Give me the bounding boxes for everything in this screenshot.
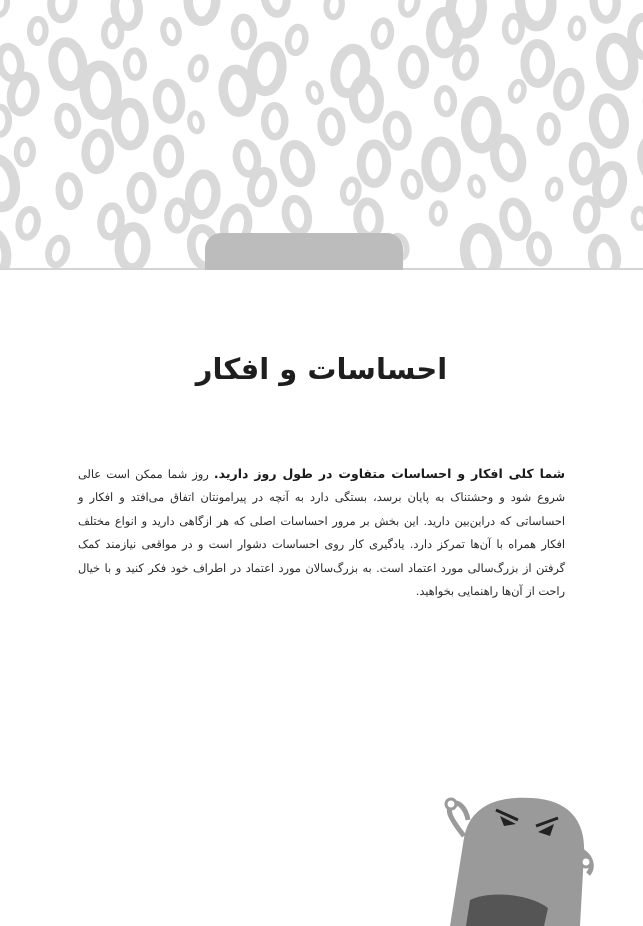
pattern-oval xyxy=(265,106,285,137)
pattern-oval xyxy=(261,0,289,16)
pattern-oval xyxy=(0,156,19,210)
pattern-oval xyxy=(0,107,9,135)
pattern-oval xyxy=(430,11,458,53)
pattern-oval xyxy=(509,80,526,102)
pattern-oval xyxy=(189,56,208,81)
pattern-oval xyxy=(30,19,46,43)
pattern-oval xyxy=(591,96,627,146)
chapter-title: احساسات و افکار xyxy=(195,352,448,386)
pattern-oval xyxy=(426,141,457,187)
pattern-oval xyxy=(431,203,446,224)
pattern-oval xyxy=(572,145,597,182)
pattern-oval xyxy=(546,178,562,200)
mascot-left-ear-tip xyxy=(446,799,456,809)
pattern-oval xyxy=(490,135,525,181)
pattern-oval xyxy=(130,176,153,211)
pattern-oval xyxy=(638,135,643,184)
pattern-oval xyxy=(453,46,477,79)
pattern-oval xyxy=(157,139,180,174)
pattern-oval xyxy=(0,0,9,16)
pattern-oval xyxy=(592,0,618,21)
pattern-oval xyxy=(188,112,203,133)
pattern-oval xyxy=(462,226,499,272)
intro-lead: شما کلی افکار و احساسات متفاوت در طول روز دارید. xyxy=(213,466,565,481)
decorative-oval-pattern xyxy=(0,0,643,272)
pattern-oval xyxy=(401,49,425,85)
pattern-oval xyxy=(540,115,558,143)
pattern-oval xyxy=(633,208,643,228)
pattern-oval xyxy=(320,110,343,143)
chapter-label: بخش ۱ xyxy=(265,276,343,301)
pattern-oval xyxy=(50,0,76,20)
pattern-oval xyxy=(468,175,485,197)
pattern-oval xyxy=(306,82,323,104)
pattern-oval xyxy=(118,226,147,268)
pattern-oval xyxy=(46,236,69,267)
pattern-oval xyxy=(84,132,111,171)
pattern-oval xyxy=(234,17,255,47)
mascot-right-ear-tip xyxy=(581,857,591,867)
pattern-oval xyxy=(402,171,422,198)
pattern-oval xyxy=(372,20,392,48)
pattern-oval xyxy=(125,50,144,78)
pattern-oval xyxy=(576,198,598,230)
pattern-oval xyxy=(341,178,360,204)
pattern-oval xyxy=(527,233,551,265)
pattern-oval xyxy=(0,230,9,272)
pattern-oval xyxy=(187,0,216,22)
pattern-oval xyxy=(104,20,122,46)
pattern-oval xyxy=(167,201,187,231)
pattern-oval xyxy=(188,173,218,216)
pattern-oval xyxy=(280,142,314,186)
pattern-oval xyxy=(16,139,33,164)
pattern-oval xyxy=(524,43,551,83)
pattern-oval xyxy=(155,81,183,120)
pattern-oval xyxy=(555,70,583,108)
pattern-oval xyxy=(17,208,40,239)
pattern-oval xyxy=(161,19,180,45)
pattern-oval xyxy=(8,74,39,115)
pattern-oval xyxy=(282,196,311,234)
pattern-oval xyxy=(361,144,387,184)
intro-body: روز شما ممکن است عالی شروع شود و وحشتناک به پایان برسد، بستگی دارد به آنچه در پیرامونتان اتفاق می‌افتد و افکار و احساساتی که دراین‌بین دارید. این بخش بر مرور احساسات اصلی که هر ازگاهی دارید و انواع مختلف افکار همراه با آن‌ها تمرکز دارد. یادگیری کار روی احساسات دشوار است و در مواقعی نیازمند کمک گرفتن از بزرگ‌سالی مورد اعتماد است. به بزرگ‌سالان مورد اعتماد در اطراف خود فکر کنید و با خیال راحت از آن‌ها راهنمایی بخواهید. xyxy=(78,468,565,599)
pattern-oval xyxy=(500,199,531,239)
pattern-oval xyxy=(385,113,410,148)
intro-paragraph xyxy=(78,462,565,603)
mascot-character-illustration xyxy=(420,790,643,926)
pattern-oval xyxy=(83,65,119,116)
pattern-oval xyxy=(55,104,80,137)
pattern-oval xyxy=(221,68,254,114)
pattern-oval xyxy=(286,26,307,54)
pattern-oval xyxy=(466,101,497,149)
pattern-oval xyxy=(325,0,343,18)
pattern-oval xyxy=(591,237,619,272)
pattern-oval xyxy=(505,16,522,42)
pattern-oval xyxy=(58,175,81,208)
pattern-oval xyxy=(352,78,381,120)
pattern-oval xyxy=(570,18,584,39)
pattern-oval xyxy=(116,102,145,145)
pattern-oval xyxy=(436,88,455,115)
pattern-oval xyxy=(356,200,381,236)
pattern-oval xyxy=(399,0,420,16)
